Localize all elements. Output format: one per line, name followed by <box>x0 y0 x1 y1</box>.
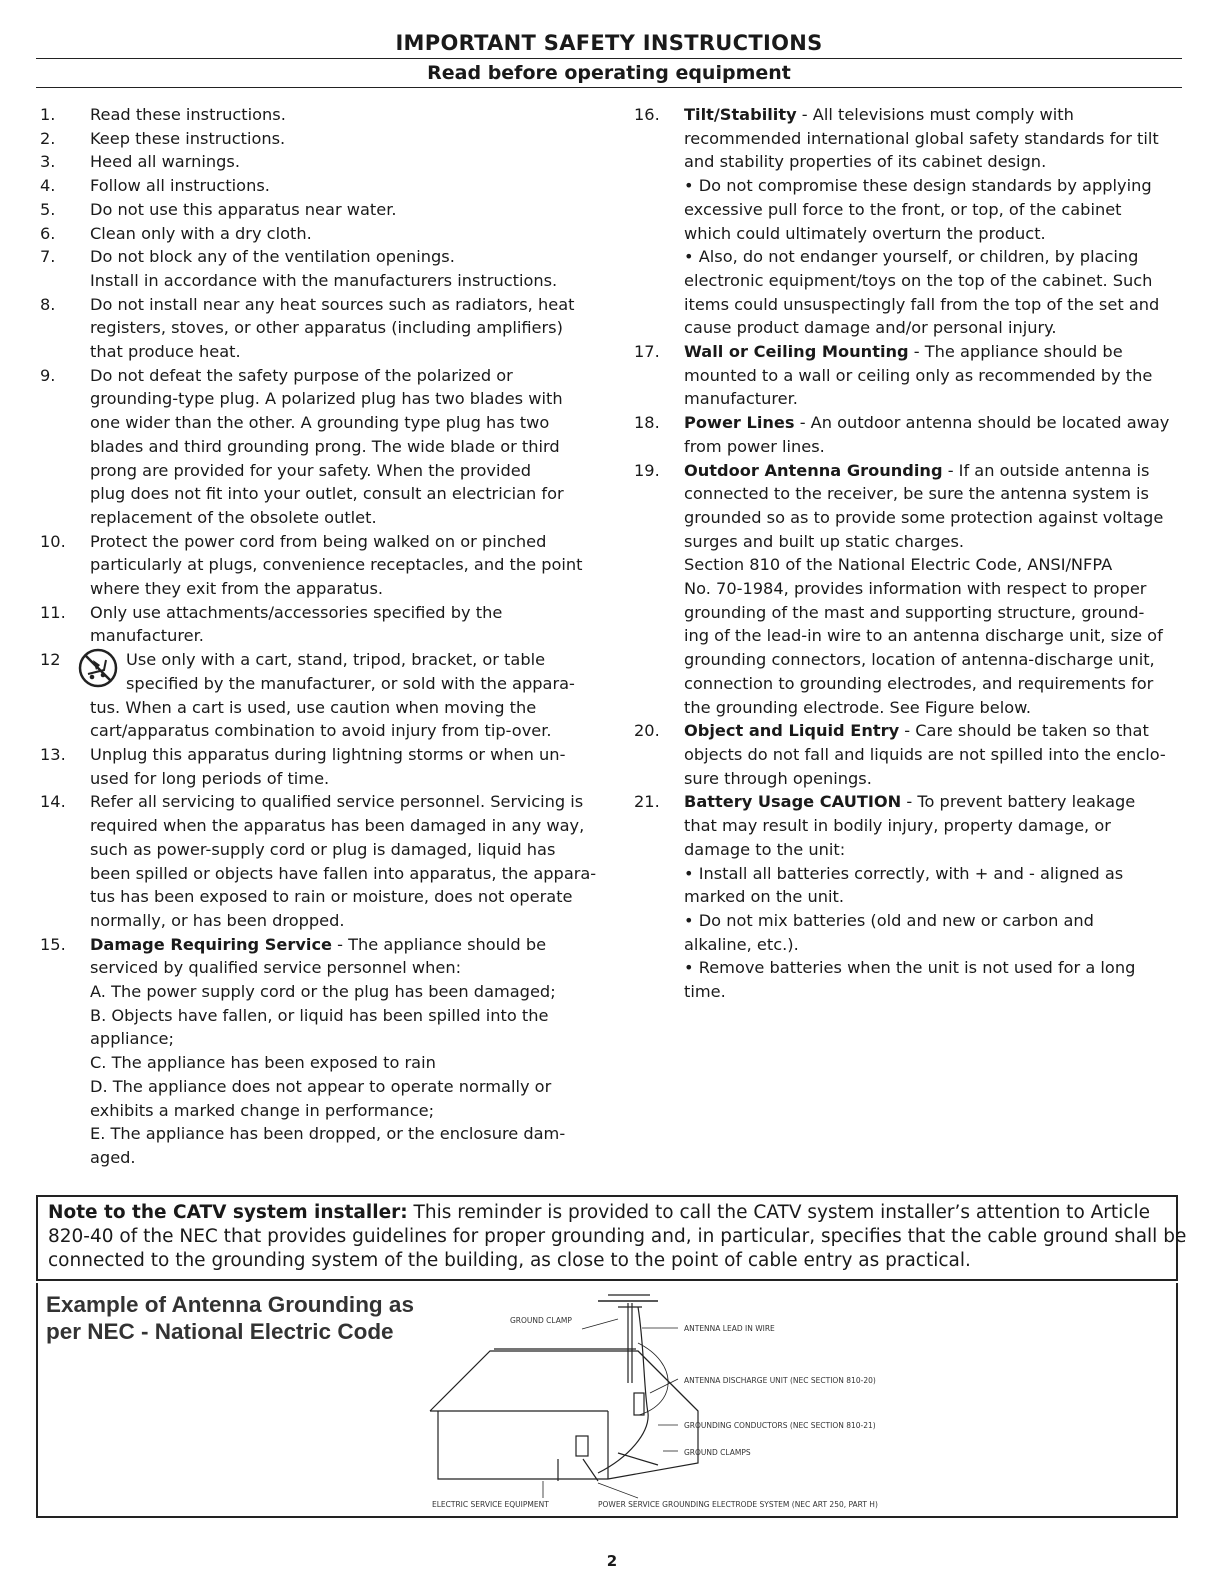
item-line: that may result in bodily injury, property damage, or <box>684 816 1111 836</box>
item-line: • Remove batteries when the unit is not used for a long <box>684 958 1136 978</box>
item-body <box>90 127 600 151</box>
list-item <box>40 198 600 222</box>
item-number: 21. <box>634 792 660 812</box>
page-title: IMPORTANT SAFETY INSTRUCTIONS <box>395 31 823 55</box>
list-item-12-continued <box>40 719 600 743</box>
item-number: 3. <box>40 152 56 172</box>
item-number: 4. <box>40 176 56 196</box>
item-body <box>90 174 600 198</box>
figure-title-line: per NEC - National Electric Code <box>46 1319 394 1344</box>
label-grounding-conductors: GROUNDING CONDUCTORS (NEC SECTION 810-21) <box>684 1421 876 1430</box>
item-line: objects do not fall and liquids are not spilled into the enclo- <box>684 744 1166 764</box>
item-line: Section 810 of the National Electric Code, ANSI/NFPA <box>684 555 1113 575</box>
item-body <box>684 103 1174 340</box>
item-line: been spilled or objects have fallen into apparatus, the appara- <box>90 863 597 883</box>
note-text: This reminder is provided to call the CATV system installer’s attention to Article <box>407 1202 1150 1223</box>
item-number: 8. <box>40 294 56 314</box>
item-line: E. The appliance has been dropped, or the enclosure dam- <box>90 1124 566 1144</box>
item-line: replacement of the obsolete outlet. <box>90 507 377 527</box>
list-item <box>40 174 600 198</box>
list-item <box>40 222 600 246</box>
item-number: 14. <box>40 792 66 812</box>
item-line: where they exit from the apparatus. <box>90 579 384 599</box>
item-line <box>684 340 1174 364</box>
item-line: that produce heat. <box>90 342 241 362</box>
item-text: - Care should be taken so that <box>899 721 1149 741</box>
item-line: alkaline, etc.). <box>684 934 799 954</box>
item-line: A. The power supply cord or the plug has been damaged; <box>90 982 556 1002</box>
item-number: 5. <box>40 199 56 219</box>
page-number: 2 <box>606 1552 618 1570</box>
item-line: plug does not fit into your outlet, consult an electrician for <box>90 484 564 504</box>
item-line: one wider than the other. A grounding type plug has two <box>90 413 550 433</box>
item-line: time. <box>684 982 726 1002</box>
item-text: - An outdoor antenna should be located away <box>794 413 1170 433</box>
list-item <box>40 293 600 364</box>
label-electric-service: ELECTRIC SERVICE EQUIPMENT <box>432 1500 549 1509</box>
item-line <box>684 719 1174 743</box>
right-column <box>634 103 1174 1004</box>
item-number: 11. <box>40 602 66 622</box>
item-text: - All televisions must comply with <box>796 105 1074 124</box>
item-line: manufacturer. <box>90 626 204 646</box>
item-line: grounding-type plug. A polarized plug has two blades with <box>90 389 563 409</box>
item-line: serviced by qualified service personnel when: <box>90 958 462 978</box>
list-item <box>634 719 1174 790</box>
list-item-12 <box>40 648 600 719</box>
item-line: which could ultimately overturn the product. <box>684 223 1046 243</box>
note-line: 820-40 of the NEC that provides guidelines for proper grounding and, in particular, specifies that the cable ground shall be <box>48 1226 1187 1247</box>
item-body <box>90 530 600 601</box>
grounding-figure-box <box>36 1283 1178 1518</box>
item-line: electronic equipment/toys on the top of the cabinet. Such <box>684 270 1153 290</box>
item-text: - The appliance should be <box>332 934 547 954</box>
item-line: used for long periods of time. <box>90 768 330 788</box>
item-line <box>684 103 1174 127</box>
item-line: Refer all servicing to qualified service personnel. Servicing is <box>90 792 584 812</box>
item-body <box>684 790 1174 1003</box>
item-line: normally, or has been dropped. <box>90 910 345 930</box>
item-line: • Do not compromise these design standards by applying <box>684 176 1152 196</box>
item-line: connection to grounding electrodes, and requirements for <box>684 673 1154 693</box>
item-line: Unplug this apparatus during lightning storms or when un- <box>90 744 566 764</box>
item-line: Only use attachments/accessories specified by the <box>90 602 503 622</box>
item-line: Do not defeat the safety purpose of the polarized or <box>90 365 513 385</box>
item-line: registers, stoves, or other apparatus (including amplifiers) <box>90 318 563 338</box>
item-body <box>684 340 1174 411</box>
item-body <box>90 743 600 790</box>
item-body <box>90 601 600 648</box>
list-item <box>40 364 600 530</box>
item-line: specified by the manufacturer, or sold with the appara- <box>126 673 575 693</box>
item-line: exhibits a marked change in performance; <box>90 1100 435 1120</box>
item-line: Read these instructions. <box>90 105 286 124</box>
item-line: surges and built up static charges. <box>684 531 965 551</box>
item-line <box>684 459 1174 483</box>
item-line: cart/apparatus combination to avoid injury from tip-over. <box>90 721 552 741</box>
note-line <box>48 1201 1166 1225</box>
item-line: Do not use this apparatus near water. <box>90 199 397 219</box>
catv-note <box>36 1195 1187 1281</box>
list-item <box>40 933 600 1170</box>
item-body <box>90 222 600 246</box>
item-text: - To prevent battery leakage <box>901 792 1136 812</box>
item-line: B. Objects have fallen, or liquid has been spilled into the <box>90 1005 549 1025</box>
item-body <box>684 719 1174 790</box>
item-line: Do not install near any heat sources such as radiators, heat <box>90 294 575 314</box>
item-number: 15. <box>40 934 66 954</box>
list-item <box>634 103 1174 340</box>
item-number: 16. <box>634 105 660 124</box>
item-line: ing of the lead-in wire to an antenna discharge unit, size of <box>684 626 1163 646</box>
item-line: Do not block any of the ventilation openings. <box>90 247 455 267</box>
item-number: 7. <box>40 247 56 267</box>
item-body <box>90 245 600 292</box>
item-line: Use only with a cart, stand, tripod, bracket, or table <box>126 650 546 670</box>
item-line <box>90 933 600 957</box>
list-item <box>634 790 1174 1003</box>
item-body <box>90 364 600 530</box>
item-line: prong are provided for your safety. When the provided <box>90 460 531 480</box>
item-body <box>90 933 600 1170</box>
item-heading: Power Lines <box>684 413 795 433</box>
item-line: damage to the unit: <box>684 839 846 859</box>
left-column <box>40 103 600 1170</box>
label-discharge-unit: ANTENNA DISCHARGE UNIT (NEC SECTION 810-20) <box>684 1376 876 1385</box>
item-body <box>90 790 600 932</box>
item-number: 6. <box>40 223 56 243</box>
item-line: particularly at plugs, convenience receptacles, and the point <box>90 555 583 575</box>
list-item <box>40 530 600 601</box>
cart-warning-icon <box>78 648 118 688</box>
item-line: manufacturer. <box>684 389 798 409</box>
item-heading: Damage Requiring Service <box>90 934 333 954</box>
item-line: and stability properties of its cabinet design. <box>684 152 1047 172</box>
note-line: connected to the grounding system of the building, as close to the point of cable entry as practical. <box>48 1250 971 1271</box>
page-header <box>36 28 1182 88</box>
list-item <box>634 411 1174 458</box>
item-body <box>90 648 600 719</box>
item-line: cause product damage and/or personal injury. <box>684 318 1057 338</box>
label-ground-clamps: GROUND CLAMPS <box>684 1448 751 1457</box>
page-subtitle: Read before operating equipment <box>427 62 791 84</box>
item-heading: Wall or Ceiling Mounting <box>684 342 909 362</box>
item-line: recommended international global safety standards for tilt <box>684 128 1159 148</box>
item-line: C. The appliance has been exposed to rain <box>90 1053 436 1073</box>
item-line: Protect the power cord from being walked on or pinched <box>90 531 547 551</box>
label-ground-clamp: GROUND CLAMP <box>510 1316 572 1325</box>
antenna-grounding-diagram <box>38 1283 1176 1516</box>
item-line: the grounding electrode. See Figure below. <box>684 697 1031 717</box>
item-line: items could unsuspectingly fall from the top of the set and <box>684 294 1160 314</box>
item-line <box>684 411 1174 435</box>
item-line: • Also, do not endanger yourself, or children, by placing <box>684 247 1139 267</box>
item-line: Clean only with a dry cloth. <box>90 223 312 243</box>
note-heading: Note to the CATV system installer: <box>48 1202 408 1223</box>
item-line: Keep these instructions. <box>90 128 286 148</box>
item-text: - If an outside antenna is <box>942 460 1150 480</box>
item-number: 1. <box>40 105 56 124</box>
item-line: excessive pull force to the front, or top, of the cabinet <box>684 199 1122 219</box>
list-item <box>40 103 600 127</box>
item-number: 20. <box>634 721 660 741</box>
list-item <box>40 245 600 292</box>
item-line: aged. <box>90 1147 136 1167</box>
item-line: Follow all instructions. <box>90 176 270 196</box>
item-number: 13. <box>40 744 66 764</box>
item-line: mounted to a wall or ceiling only as recommended by the <box>684 365 1153 385</box>
item-line: Install in accordance with the manufacturers instructions. <box>90 270 558 290</box>
list-item <box>40 150 600 174</box>
figure-title-line: Example of Antenna Grounding as <box>46 1292 414 1317</box>
item-line: No. 70-1984, provides information with respect to proper <box>684 579 1147 599</box>
item-line: grounding connectors, location of antenna-discharge unit, <box>684 650 1155 670</box>
item-line: connected to the receiver, be sure the antenna system is <box>684 484 1149 504</box>
label-lead-in: ANTENNA LEAD IN WIRE <box>684 1324 775 1333</box>
item-number: 10. <box>40 531 66 551</box>
item-line: • Do not mix batteries (old and new or carbon and <box>684 910 1094 930</box>
item-line: grounding of the mast and supporting structure, ground- <box>684 602 1145 622</box>
item-line: from power lines. <box>684 436 825 456</box>
item-line: such as power-supply cord or plug is damaged, liquid has <box>90 839 556 859</box>
list-item <box>634 459 1174 720</box>
item-body <box>90 103 600 127</box>
item-line: Heed all warnings. <box>90 152 240 172</box>
item-number: 19. <box>634 460 660 480</box>
item-body <box>90 293 600 364</box>
item-heading: Battery Usage CAUTION <box>684 792 902 812</box>
item-text: - The appliance should be <box>908 342 1123 362</box>
list-item <box>634 340 1174 411</box>
subtitle-rule <box>36 87 1182 88</box>
item-body <box>90 198 600 222</box>
list-item <box>40 790 600 932</box>
item-line: blades and third grounding prong. The wide blade or third <box>90 436 560 456</box>
item-heading: Outdoor Antenna Grounding <box>684 460 943 480</box>
item-number: 18. <box>634 413 660 433</box>
item-line: • Install all batteries correctly, with + and - aligned as <box>684 863 1124 883</box>
item-number: 12 <box>40 650 61 670</box>
list-item <box>40 127 600 151</box>
item-line: tus has been exposed to rain or moisture, does not operate <box>90 887 573 907</box>
item-line <box>684 790 1174 814</box>
item-number: 17. <box>634 342 660 362</box>
item-line: marked on the unit. <box>684 887 845 907</box>
item-heading: Object and Liquid Entry <box>684 721 900 741</box>
item-body <box>684 459 1174 720</box>
item-line: D. The appliance does not appear to operate normally or <box>90 1076 552 1096</box>
item-line: grounded so as to provide some protection against voltage <box>684 507 1164 527</box>
item-number: 9. <box>40 365 56 385</box>
item-number: 2. <box>40 128 56 148</box>
item-line: sure through openings. <box>684 768 872 788</box>
item-body <box>684 411 1174 458</box>
item-line: appliance; <box>90 1029 174 1049</box>
item-body <box>90 150 600 174</box>
list-item <box>40 601 600 648</box>
list-item <box>40 743 600 790</box>
item-line: tus. When a cart is used, use caution when moving the <box>90 697 537 717</box>
item-heading: Tilt/Stability <box>684 105 797 124</box>
item-line: required when the apparatus has been damaged in any way, <box>90 816 585 836</box>
label-grounding-electrode: POWER SERVICE GROUNDING ELECTRODE SYSTEM (NEC ART 250, PART H) <box>598 1500 878 1509</box>
